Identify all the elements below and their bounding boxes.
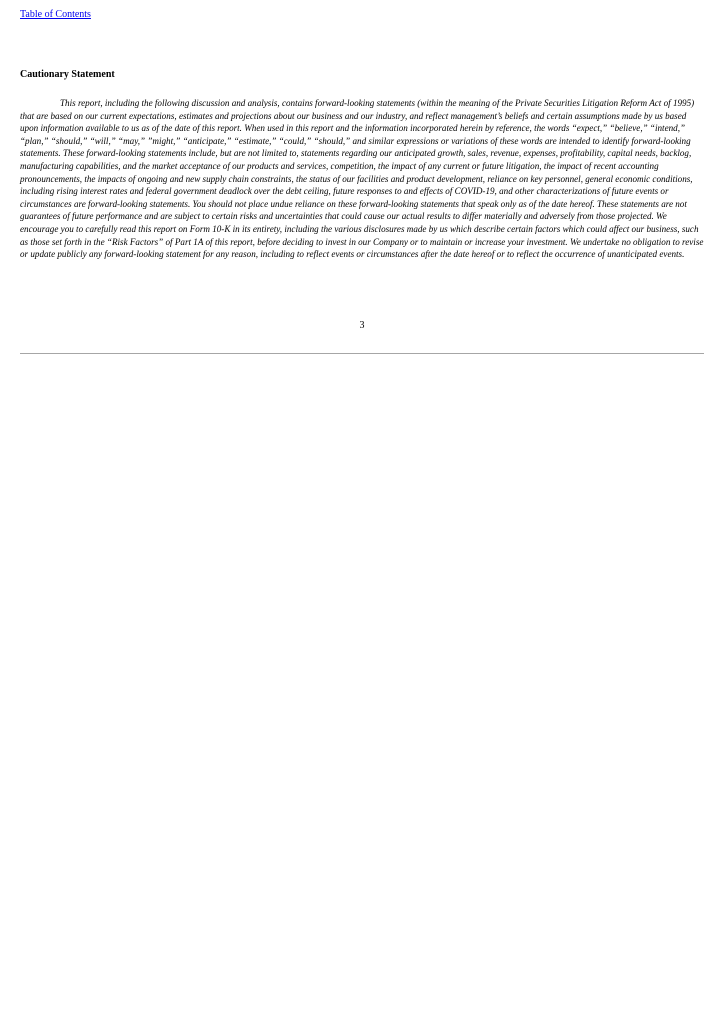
section-heading: Cautionary Statement	[20, 69, 115, 80]
page-number: 3	[359, 320, 365, 331]
cautionary-statement-paragraph: This report, including the following discussion and analysis, contains forward-looking statements (within the meaning of the Private Securities Litigation Reform Act of 1995) that are based on our current expectations, estimates and projections about our business and our industry, and reflect management’s beliefs and certain assumptions made by us based upon information available to us as of the date of this report. When used in this report and the information incorporated herein by reference, the words “expect,” “believe,” “intend,” “plan,” “should,” “will,” “may,” ”might,” “anticipate,” “estimate,” “could,” “should,” and similar expressions or variations of these words are intended to identify forward-looking statements. These forward-looking statements include, but are not limited to, statements regarding our anticipated growth, sales, revenue, expenses, profitability, capital needs, backlog, manufacturing capabilities, and the market acceptance of our products and services, competition, the impact of any current or future litigation, the impact of recent accounting pronouncements, the impacts of ongoing and new supply chain constraints, the status of our facilities and product development, reliance on key personnel, general economic conditions, including rising interest rates and federal government deadlock over the debt ceiling, future responses to and effects of COVID-19, and other characterizations of future events or circumstances are forward-looking statements. You should not place undue reliance on these forward-looking statements that speak only as of the date hereof. These statements are not guarantees of future performance and are subject to certain risks and uncertainties that could cause our actual results to differ materially and adversely from those projected. We encourage you to carefully read this report on Form 10-K in its entirety, including the various disclosures made by us which describe certain factors which could affect our business, such as those set forth in the “Risk Factors” of Part 1A of this report, before deciding to invest in our Company or to maintain or increase your investment. We undertake no obligation to revise or update publicly any forward-looking statement for any reason, including to reflect events or circumstances after the date hereof or to reflect the occurrence of unanticipated events.	[20, 98, 704, 260]
table-of-contents-link[interactable]: Table of Contents	[20, 9, 91, 20]
page-divider	[20, 353, 704, 354]
